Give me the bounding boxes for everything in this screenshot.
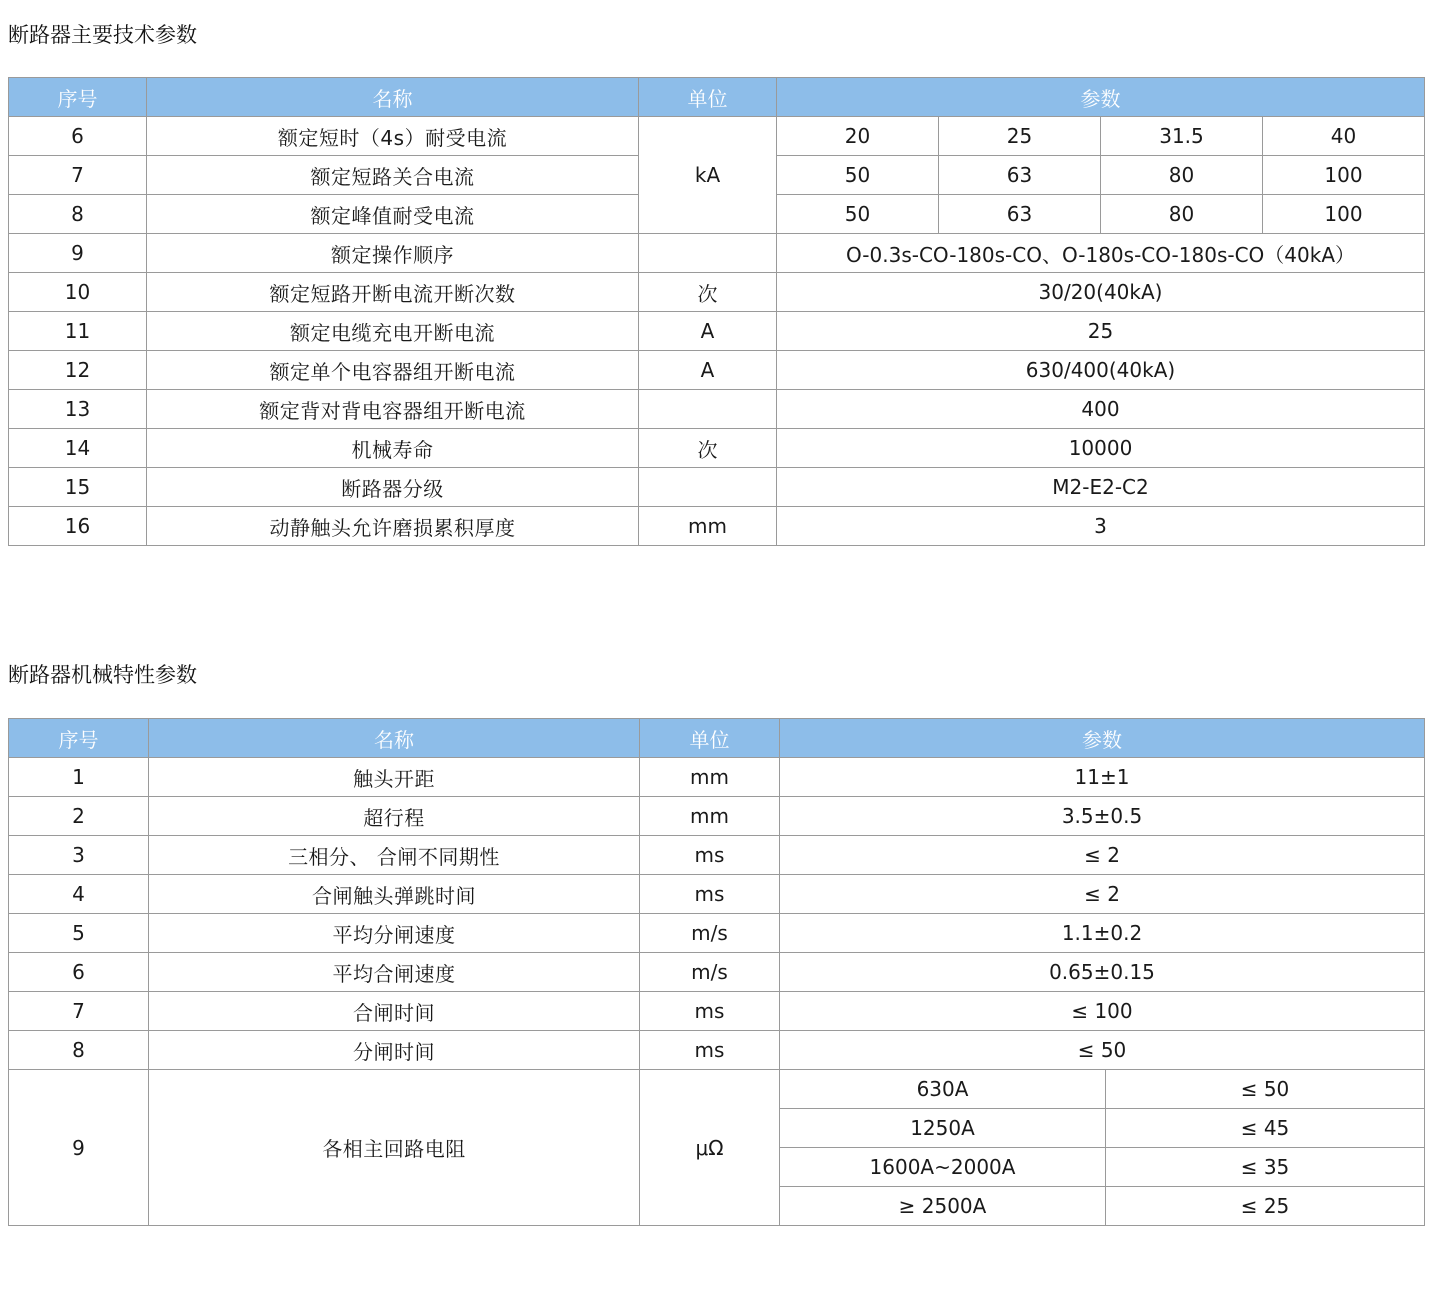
row-value: 1.1±0.2 [780, 914, 1425, 953]
row-value: 63 [939, 195, 1101, 234]
row-value: ≤ 100 [780, 992, 1425, 1031]
row-no: 11 [9, 312, 147, 351]
header-no: 序号 [9, 719, 149, 758]
row-name: 分闸时间 [149, 1031, 640, 1070]
table-row [9, 1031, 1425, 1070]
row-name: 额定峰值耐受电流 [147, 195, 639, 234]
table-row [9, 758, 1425, 797]
row-no: 10 [9, 273, 147, 312]
row-value: 630/400(40kA) [777, 351, 1425, 390]
row-name: 额定短时（4s）耐受电流 [147, 117, 639, 156]
row-name: 额定电缆充电开断电流 [147, 312, 639, 351]
row-no: 15 [9, 468, 147, 507]
row-unit: A [639, 312, 777, 351]
row-value: 30/20(40kA) [777, 273, 1425, 312]
row-value: 31.5 [1101, 117, 1263, 156]
resistance-current: 630A [780, 1070, 1106, 1109]
row-name: 动静触头允许磨损累积厚度 [147, 507, 639, 546]
row-value: 63 [939, 156, 1101, 195]
row-name: 机械寿命 [147, 429, 639, 468]
table-header-row [9, 78, 1425, 117]
table-row [9, 507, 1425, 546]
row-no: 1 [9, 758, 149, 797]
row-value: 40 [1263, 117, 1425, 156]
row-unit: mm [640, 797, 780, 836]
row-name: 额定操作顺序 [147, 234, 639, 273]
header-name: 名称 [149, 719, 640, 758]
row-name: 额定短路开断电流开断次数 [147, 273, 639, 312]
row-unit: μΩ [640, 1070, 780, 1226]
row-name: 平均合闸速度 [149, 953, 640, 992]
row-unit: ms [640, 836, 780, 875]
row-no: 3 [9, 836, 149, 875]
row-value: 20 [777, 117, 939, 156]
table-row [9, 875, 1425, 914]
row-value: 25 [777, 312, 1425, 351]
row-value: 400 [777, 390, 1425, 429]
row-name: 各相主回路电阻 [149, 1070, 640, 1226]
header-value: 参数 [777, 78, 1425, 117]
row-value: 50 [777, 156, 939, 195]
row-no: 16 [9, 507, 147, 546]
row-name: 超行程 [149, 797, 640, 836]
resistance-value: ≤ 50 [1106, 1070, 1425, 1109]
row-value: 80 [1101, 195, 1263, 234]
row-no: 12 [9, 351, 147, 390]
resistance-current: 1250A [780, 1109, 1106, 1148]
row-unit: ms [640, 1031, 780, 1070]
resistance-value: ≤ 35 [1106, 1148, 1425, 1187]
header-unit: 单位 [639, 78, 777, 117]
resistance-current: ≥ 2500A [780, 1187, 1106, 1226]
table-row [9, 117, 1425, 156]
row-value: 25 [939, 117, 1101, 156]
row-name: 断路器分级 [147, 468, 639, 507]
section-title-main-params: 断路器主要技术参数 [8, 23, 197, 47]
table-row [9, 953, 1425, 992]
row-name: 额定单个电容器组开断电流 [147, 351, 639, 390]
row-unit: 次 [639, 429, 777, 468]
row-value: 10000 [777, 429, 1425, 468]
resistance-value: ≤ 25 [1106, 1187, 1425, 1226]
row-unit: ms [640, 992, 780, 1031]
row-value: 3 [777, 507, 1425, 546]
row-name: 三相分、 合闸不同期性 [149, 836, 640, 875]
row-value: O-0.3s-CO-180s-CO、O-180s-CO-180s-CO（40kA） [777, 234, 1425, 273]
row-unit: 次 [639, 273, 777, 312]
row-name: 合闸时间 [149, 992, 640, 1031]
table-row [9, 312, 1425, 351]
header-value: 参数 [780, 719, 1425, 758]
table-row [9, 1070, 1425, 1109]
row-no: 4 [9, 875, 149, 914]
table-header-row [9, 719, 1425, 758]
table-row [9, 797, 1425, 836]
header-no: 序号 [9, 78, 147, 117]
row-name: 额定背对背电容器组开断电流 [147, 390, 639, 429]
row-no: 6 [9, 953, 149, 992]
row-unit: mm [639, 507, 777, 546]
header-name: 名称 [147, 78, 639, 117]
main-params-table [8, 77, 1425, 546]
row-no: 9 [9, 234, 147, 273]
row-value: 0.65±0.15 [780, 953, 1425, 992]
row-no: 2 [9, 797, 149, 836]
row-name: 合闸触头弹跳时间 [149, 875, 640, 914]
row-name: 触头开距 [149, 758, 640, 797]
row-unit: kA [639, 117, 777, 234]
row-no: 14 [9, 429, 147, 468]
section-title-mechanical-params: 断路器机械特性参数 [8, 663, 197, 687]
row-no: 8 [9, 1031, 149, 1070]
row-value: ≤ 2 [780, 836, 1425, 875]
row-value: 80 [1101, 156, 1263, 195]
table-row [9, 273, 1425, 312]
row-unit: mm [640, 758, 780, 797]
row-no: 13 [9, 390, 147, 429]
table-row [9, 234, 1425, 273]
row-unit [639, 468, 777, 507]
resistance-value: ≤ 45 [1106, 1109, 1425, 1148]
table-row [9, 351, 1425, 390]
row-value: 100 [1263, 156, 1425, 195]
row-unit: m/s [640, 914, 780, 953]
row-no: 7 [9, 156, 147, 195]
row-no: 8 [9, 195, 147, 234]
table-row [9, 914, 1425, 953]
row-no: 6 [9, 117, 147, 156]
row-value: ≤ 2 [780, 875, 1425, 914]
row-unit [639, 390, 777, 429]
table-row [9, 992, 1425, 1031]
row-no: 9 [9, 1070, 149, 1226]
header-unit: 单位 [640, 719, 780, 758]
table-row [9, 429, 1425, 468]
row-value: 3.5±0.5 [780, 797, 1425, 836]
row-value: ≤ 50 [780, 1031, 1425, 1070]
row-no: 7 [9, 992, 149, 1031]
table-row [9, 390, 1425, 429]
row-value: 50 [777, 195, 939, 234]
table-row [9, 468, 1425, 507]
row-unit [639, 234, 777, 273]
row-unit: ms [640, 875, 780, 914]
row-value: M2-E2-C2 [777, 468, 1425, 507]
row-unit: A [639, 351, 777, 390]
row-value: 11±1 [780, 758, 1425, 797]
row-name: 平均分闸速度 [149, 914, 640, 953]
row-unit: m/s [640, 953, 780, 992]
table-row [9, 836, 1425, 875]
resistance-current: 1600A~2000A [780, 1148, 1106, 1187]
row-no: 5 [9, 914, 149, 953]
mechanical-params-table [8, 718, 1425, 1226]
row-value: 100 [1263, 195, 1425, 234]
row-name: 额定短路关合电流 [147, 156, 639, 195]
